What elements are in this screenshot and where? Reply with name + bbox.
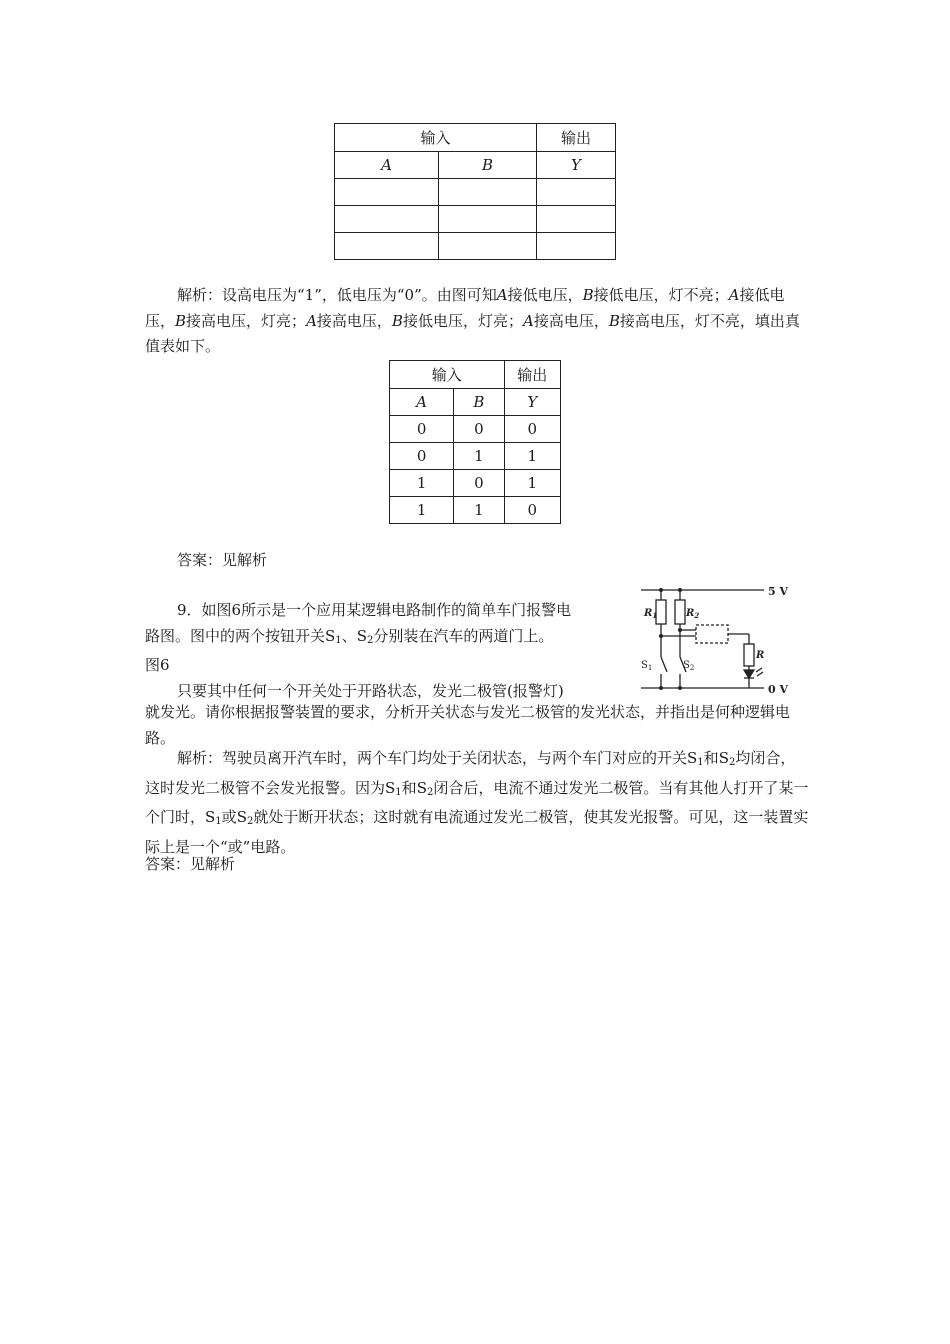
col-a: A — [335, 152, 439, 179]
table-row: 1 0 1 — [390, 470, 561, 497]
truth-table-filled — [389, 360, 561, 524]
col-b: B — [439, 152, 537, 179]
r1-label: $R_1$ — [644, 608, 658, 620]
col-y: Y — [504, 389, 560, 416]
header-output: 输出 — [537, 124, 616, 152]
voltage-top-label: 5 V — [768, 585, 789, 598]
question-9-cont: 就发光。请你根据报警装置的要求，分析开关状态与发光二极管的发光状态，并指出是何种逻辑电路。 — [145, 703, 791, 747]
header-input: 输入 — [390, 361, 505, 389]
col-y: Y — [537, 152, 616, 179]
header-input: 输入 — [335, 124, 537, 152]
voltage-bottom-label: 0 V — [768, 683, 789, 695]
r-label: R — [756, 650, 765, 661]
answer-2: 答案：见解析 — [145, 855, 236, 873]
table-row: 0 1 1 — [390, 443, 561, 470]
s2-label: $S_2$ — [683, 660, 695, 672]
analysis-1: 解析：设高电压为“1”，低电压为“0”。由图可知A接低电压，B接低电压，灯不亮；A接低电压，B接高电压，灯亮；A接高电压，B接低电压，灯亮；A接高电压，B接高电压，灯不亮，填出真值表如下。 — [145, 286, 800, 355]
s1-label: $S_1$ — [641, 660, 653, 672]
table-row — [335, 233, 616, 260]
circuit-diagram — [636, 580, 796, 695]
question-9: 9．如图6所示是一个应用某逻辑电路制作的简单车门报警电 路图。图中的两个按钮开关$S_1$、$S_2$分别装在汽车的两道门上。 图6 只要其中任何一个开关处于开路状态，发光二极管(报警灯) — [145, 598, 625, 704]
truth-table-empty — [334, 123, 616, 260]
header-output: 输出 — [504, 361, 560, 389]
table-row: 1 1 0 — [390, 497, 561, 524]
col-b: B — [454, 389, 504, 416]
r2-label: $R_2$ — [686, 608, 700, 620]
table-row — [335, 179, 616, 206]
answer-1: 答案：见解析 — [177, 551, 268, 569]
figure-label: 图6 — [145, 656, 170, 674]
table-row — [335, 206, 616, 233]
table-row: 0 0 0 — [390, 416, 561, 443]
col-a: A — [390, 389, 454, 416]
analysis-2: 解析：驾驶员离开汽车时，两个车门均处于关闭状态，与两个车门对应的开关$S_1$和$S_2$均闭合，这时发光二极管不会发光报警。因为$S_1$和$S_2$闭合后，电流不通过发光二极管。当有其他人打开了某一个门时，$S_1$或$S_2$就处于断开状态；这时就有电流通过发光二极管，使其发光报警。可见，这一装置实际上是一个“或”电路。 — [145, 749, 809, 856]
